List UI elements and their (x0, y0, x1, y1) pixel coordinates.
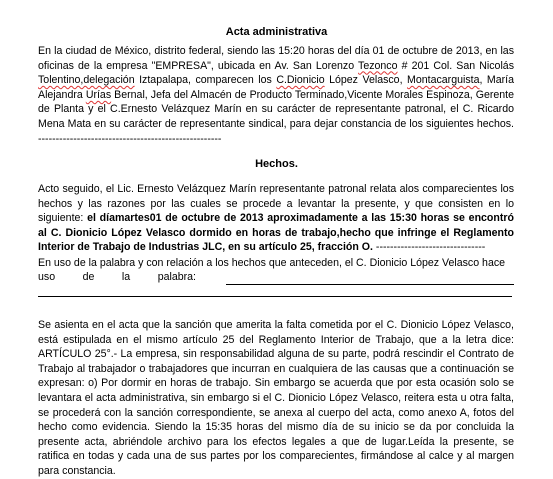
intro-text-11: Bernal, Jefa del Almacén de Producto Terminado,Vicente Morales Espinoza, Gerente de Planta y el C.Ernesto Velázquez Marín en su carácter de representante patronal, el C. Ricardo Mena Mata en su carácter de representante sindical, para dejar constancia de los siguientes hechos. ---------------------------------------------------- (38, 88, 515, 145)
intro-text-4: Tolentino,delegación (38, 74, 135, 87)
intro-text-1: En la ciudad de México, distrito federal, siendo las 15:20 horas del día 01 de octubre de 2013, en las oficinas de la empresa "EMPRESA", ubicada en Av. San Lorenzo (38, 45, 514, 72)
intro-text-3: # 201 Col. San Nicolás (397, 59, 514, 72)
intro-text-7: López Velasco, (324, 74, 408, 87)
intro-text-10: Urías (85, 88, 112, 101)
word-palabra: palabra: (157, 271, 196, 284)
intro-text-5: Iztapalapa, comparecen los (134, 74, 277, 87)
word-uso: uso (38, 271, 56, 284)
word-la: la (121, 271, 131, 284)
sancion-paragraph: Se asienta en el acta que la sanción que amerita la falta cometida por el C. Dionicio López Velasco, está estipulada en el mismo artículo 25 del Reglamento Interior de Trabajo, que a la letra dice: ARTÍCULO 25°.- La empresa, sin responsabilidad alguna de su parte, podrá rescindir el Contrato de Trabajo al trabajador o trabajadores que incurran en cualquiera de las causas que a continuación se expresan: o) Por dormir en horas de trabajo. Sin embargo se acuerda que por esta ocasión solo se levantara el acta administrativa, sin embargo si el C. Dionicio López Velasco, reitera esta u otra falta, se procederá con la sanción correspondiente, se anexa al cuerpo del acta, como anexo A, fotos del hecho como evidencia. Siendo la 15:35 horas del mismo día de su inicio se da por concluida la presente acta, abriéndole archivo para los efectos legales a que de lugar.Leída la presente, se ratifica en todas y cada una de sus partes por los comparecientes, firmándose al calce y al margen para constancia. (38, 319, 514, 477)
hechos-paragraph (38, 182, 514, 255)
hechos-heading: Hechos. (255, 158, 298, 170)
intro-text-2: Tezonco (358, 59, 398, 72)
intro-text-9: , María Alejandra (38, 74, 514, 101)
hechos-text: Acto seguido, el Lic. Ernesto Velázquez Marín representante patronal relata alos comparecientes los hechos y las razones por las cuales se procede a levantar la presente, y que consisten en lo siguiente: (38, 183, 514, 225)
document-title: Acta administrativa (225, 26, 328, 38)
uso-palabra-fill-row (38, 270, 514, 285)
intro-text-8: Montacarguista (407, 74, 480, 87)
hechos-bold-text: el díamartes01 de octubre de 2013 aproximadamente a las 15:30 horas se encontró al C. Dionicio López Velasco dormido en horas de trabajo,hecho que infringe el Reglamento Interior de Trabajo de Industrias JLC, en su artículo 25, fracción O. (38, 212, 515, 254)
blank-line (38, 296, 512, 297)
signature-blank-line (226, 272, 514, 285)
intro-text-6: C.Dionicio (276, 74, 325, 87)
uso-palabra-line: En uso de la palabra y con relación a los hechos que anteceden, el C. Dionicio López Velasco hace (38, 257, 506, 269)
hechos-dashes: ------------------------------- (372, 241, 486, 254)
intro-paragraph (38, 44, 514, 146)
word-de: de (82, 271, 95, 284)
